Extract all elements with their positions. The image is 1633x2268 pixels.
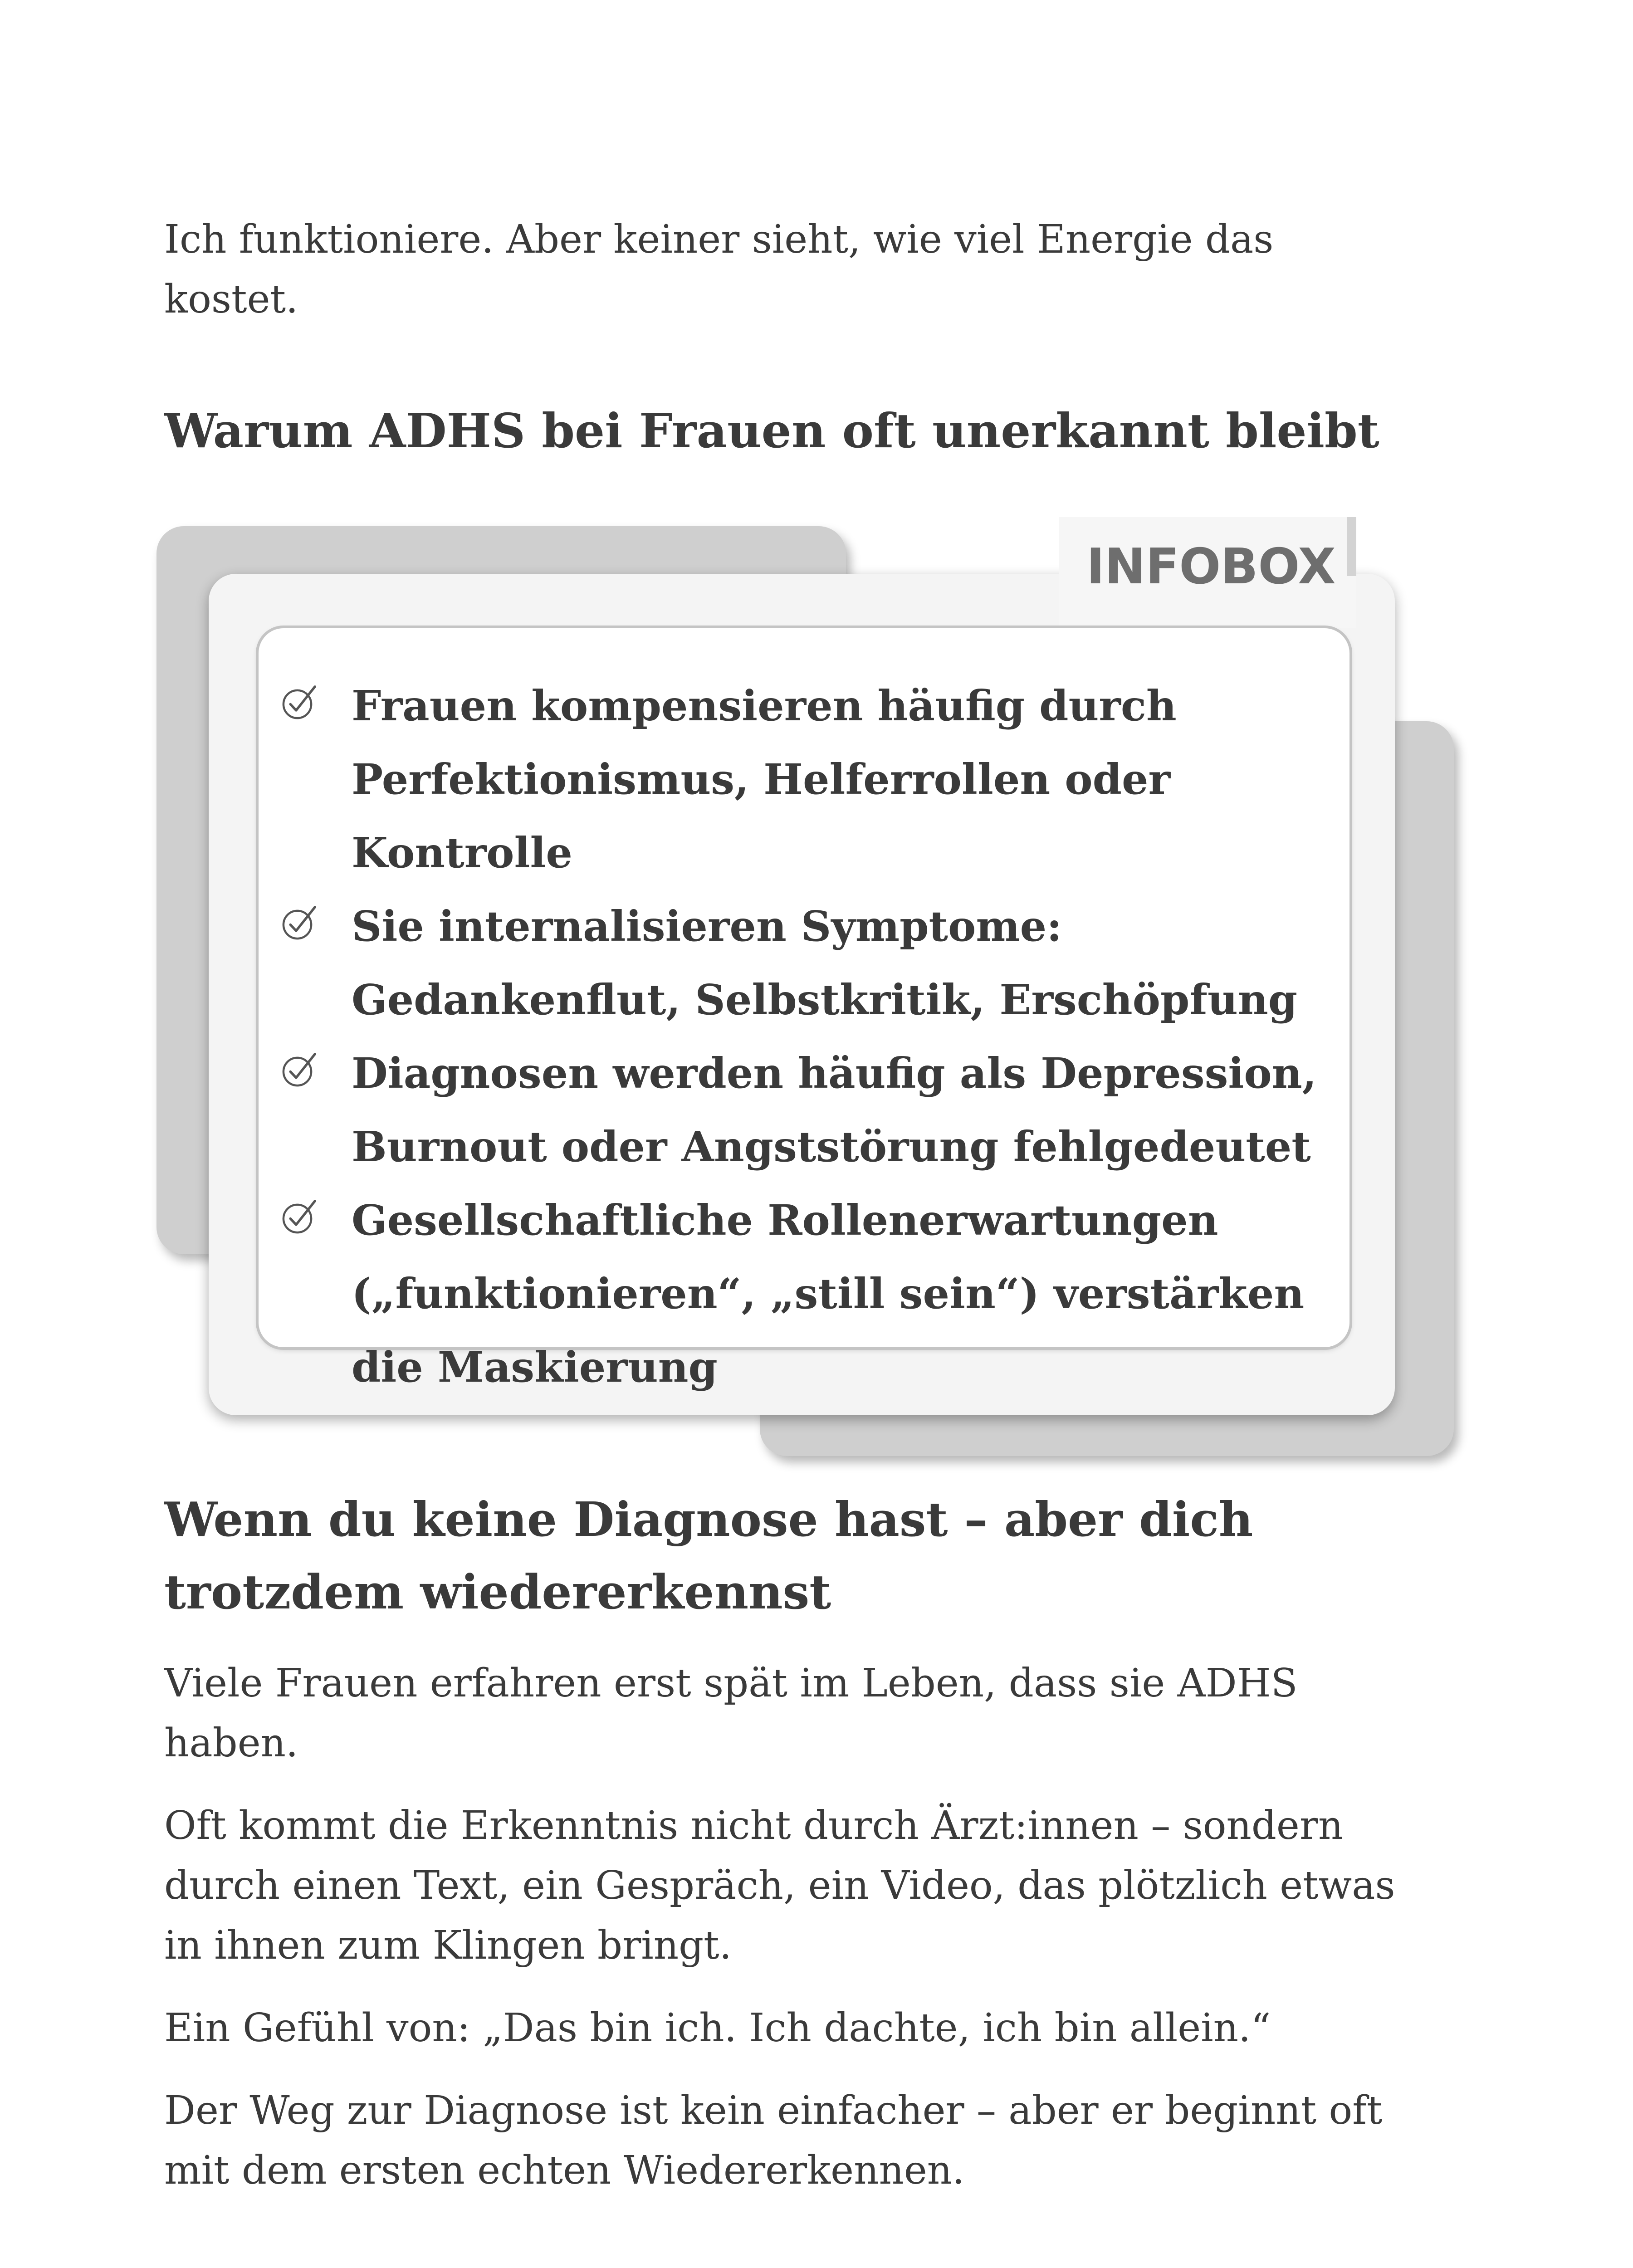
- infobox-bullet-item: [279, 1183, 1340, 1404]
- infobox-bullet-item: [279, 669, 1340, 890]
- intro-paragraph: Ich funktioniere. Aber keiner sieht, wie viel Energie das kostet.: [164, 217, 1274, 322]
- check-circle-icon: [279, 1196, 320, 1237]
- infobox-bullet-item: [279, 1036, 1340, 1183]
- body-paragraph: Der Weg zur Diagnose ist kein einfacher – aber er beginnt oft mit dem ersten echten Wiedererkennen.: [164, 2088, 1383, 2193]
- infobox-label: INFOBOX: [1086, 538, 1336, 595]
- infobox-tab-edge: [1347, 517, 1356, 576]
- section-heading-no-diagnosis: Wenn du keine Diagnose hast – aber dich trotzdem wiedererkennst: [164, 1491, 1253, 1620]
- infobox-bullet-text: Sie internalisieren Symptome: Gedankenflut, Selbstkritik, Erschöpfung: [352, 902, 1298, 1024]
- check-circle-icon: [279, 1049, 320, 1090]
- infobox-bullet-text: Frauen kompensieren häufig durch Perfektionismus, Helferrollen oder Kontrolle: [352, 681, 1177, 877]
- section-heading-why-undiagnosed: Warum ADHS bei Frauen oft unerkannt bleibt: [164, 403, 1379, 459]
- body-paragraph: Oft kommt die Erkenntnis nicht durch Ärzt:innen – sondern durch einen Text, ein Gespräch, ein Video, das plötzlich etwas in ihnen zum Klingen bringt.: [164, 1803, 1395, 1968]
- section-body: [164, 1653, 1425, 2223]
- infobox-bullet-text: Diagnosen werden häufig als Depression, Burnout oder Angststörung fehlgedeutet: [352, 1049, 1317, 1171]
- body-paragraph: Viele Frauen erfahren erst spät im Leben, dass sie ADHS haben.: [164, 1661, 1298, 1766]
- body-paragraph: Ein Gefühl von: „Das bin ich. Ich dachte, ich bin allein.“: [164, 2005, 1271, 2051]
- check-circle-icon: [279, 682, 320, 723]
- infobox-bullet-item: [279, 890, 1340, 1036]
- check-circle-icon: [279, 902, 320, 943]
- infobox-bullet-text: Gesellschaftliche Rollenerwartungen („funktionieren“, „still sein“) verstärken die Maskierung: [352, 1196, 1305, 1392]
- infobox-bullet-list: [279, 669, 1340, 1404]
